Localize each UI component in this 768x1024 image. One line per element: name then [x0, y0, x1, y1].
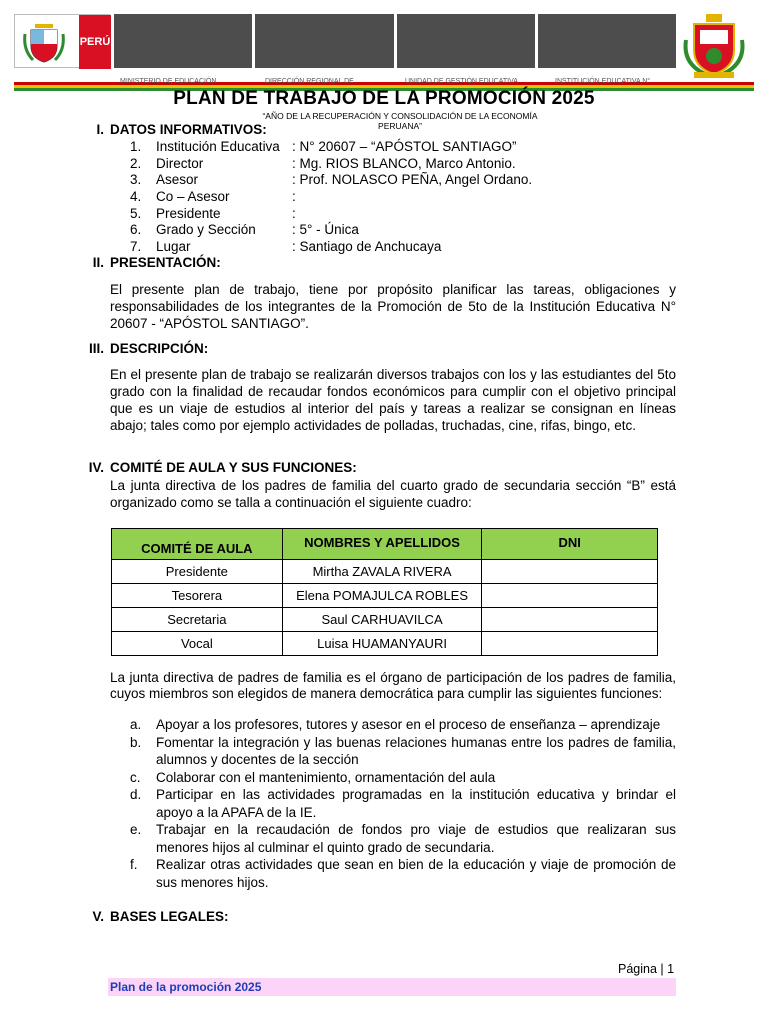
peru-government-logo [14, 14, 110, 68]
stripe-caption: DIRECCIÓN REGIONAL DE [265, 78, 354, 85]
section-title: PRESENTACIÓN: [110, 255, 221, 270]
section-number: V. [92, 909, 104, 924]
header-block [114, 14, 252, 68]
header-block [538, 14, 676, 68]
page-label: Página [618, 962, 657, 976]
document-header [0, 0, 768, 100]
list-item: c. Colaborar con el mantenimiento, ornamentación del aula [130, 769, 496, 785]
funciones-list [130, 716, 676, 891]
table-row: Vocal Luisa HUAMANYAURI [112, 632, 658, 656]
table-row: Tesorera Elena POMAJULCA ROBLES [112, 584, 658, 608]
section-title: DATOS INFORMATIVOS: [110, 122, 267, 137]
document-title: PLAN DE TRABAJO DE LA PROMOCIÓN 2025 [173, 88, 595, 109]
table-header-row [112, 529, 658, 560]
info-list [130, 138, 532, 255]
subtitle-line: “AÑO DE LA RECUPERACIÓN Y CONSOLIDACIÓN DE LA ECONOMÍA [262, 111, 538, 121]
stripe-caption: UNIDAD DE GESTIÓN EDUCATIVA [405, 78, 518, 85]
section-number: IV. [88, 460, 104, 475]
section-heading-descripcion [80, 341, 208, 356]
list-item: d. Participar en las actividades programadas en la institución educativa y brindar el apoyo a la APAFA de la IE. [130, 787, 676, 820]
school-crest-icon [680, 10, 748, 80]
peru-coat-of-arms-icon [21, 20, 67, 64]
column-header: DNI [482, 529, 658, 560]
section-title: DESCRIPCIÓN: [110, 341, 209, 356]
page-separator: | [660, 962, 664, 976]
comite-intro-paragraph: La junta directiva de los padres de familia del cuarto grado de secundaria sección “B” está organizado como se talla a continuación el siguiente cuadro: [110, 478, 676, 510]
committee-table [111, 528, 658, 656]
stripe-caption: MINISTERIO DE EDUCACIÓN [120, 78, 217, 85]
header-block [255, 14, 393, 68]
section-title: COMITÉ DE AULA Y SUS FUNCIONES: [110, 460, 357, 475]
page-number [618, 962, 674, 976]
funciones-intro-paragraph: La junta directiva de padres de familia es el órgano de participación de los padres de familia, cuyos miembros son elegidos de manera democrática para cumplir las siguientes funciones: [110, 670, 676, 701]
section-heading-comite [80, 460, 357, 475]
list-item: b. Fomentar la integración y las buenas relaciones humanas entre los padres de familia, alumnos y docentes de la sección [130, 734, 676, 767]
info-item: 6. Grado y Sección : 5° - Única [130, 222, 359, 238]
peru-label: PERÚ [79, 15, 111, 69]
info-item: 5. Presidente : [130, 205, 296, 221]
stripe-caption: INSTITUCIÓN EDUCATIVA N° [555, 78, 651, 85]
list-item: f. Realizar otras actividades que sean en bien de la educación y viaje de promoción de sus menores hijos. [130, 857, 676, 890]
presentacion-paragraph: El presente plan de trabajo, tiene por propósito planificar las tareas, obligaciones y responsabilidades de los integrantes de la Promoción de 5to de la Institución Educativa N° 20607 - “APÓSTOL SANTIAGO”. [110, 282, 676, 331]
document-subtitle [250, 111, 550, 131]
table-row: Secretaria Saul CARHUAVILCA [112, 608, 658, 632]
info-item: 3. Asesor : Prof. NOLASCO PEÑA, Angel Ordano. [130, 172, 533, 188]
column-header: NOMBRES Y APELLIDOS [282, 529, 482, 560]
list-item: e. Trabajar en la recaudación de fondos pro viaje de estudios que realizaran sus menores hijos al culminar el quinto grado de secundaria. [130, 822, 676, 855]
header-banner-blocks [114, 14, 676, 68]
section-number: I. [96, 122, 104, 137]
info-item: 4. Co – Asesor : [130, 188, 296, 204]
info-item: 1. Institución Educativa : N° 20607 – “APÓSTOL SANTIAGO” [130, 138, 517, 154]
section-number: II. [92, 255, 104, 270]
table-row: Presidente Mirtha ZAVALA RIVERA [112, 560, 658, 584]
section-title: BASES LEGALES: [110, 909, 229, 924]
subtitle-line: PERUANA” [378, 121, 422, 131]
section-heading-presentacion [80, 255, 221, 270]
section-number: III. [88, 341, 104, 356]
document-footer: Plan de la promoción 2025 [108, 978, 676, 996]
section-heading-bases-legales [80, 909, 229, 924]
descripcion-paragraph: En el presente plan de trabajo se realizarán diversos trabajos con los y las estudiantes del 5to grado con la finalidad de recaudar fondos económicos para cumplir con el objetivo principal que es un viaje de estudios al interior del país y tareas a realizar se consignan en líneas abajo; tales como por ejemplo actividades de polladas, truchadas, cine, rifas, bingo, etc. [110, 367, 676, 433]
info-item: 7. Lugar : Santiago de Anchucaya [130, 238, 442, 254]
page-number-value: 1 [667, 962, 675, 976]
column-header: COMITÉ DE AULA [112, 529, 283, 560]
info-item: 2. Director : Mg. RIOS BLANCO, Marco Antonio. [130, 155, 516, 171]
list-item: a. Apoyar a los profesores, tutores y asesor en el proceso de enseñanza – aprendizaje [130, 717, 661, 732]
section-heading-datos [80, 122, 267, 137]
header-block [397, 14, 535, 68]
